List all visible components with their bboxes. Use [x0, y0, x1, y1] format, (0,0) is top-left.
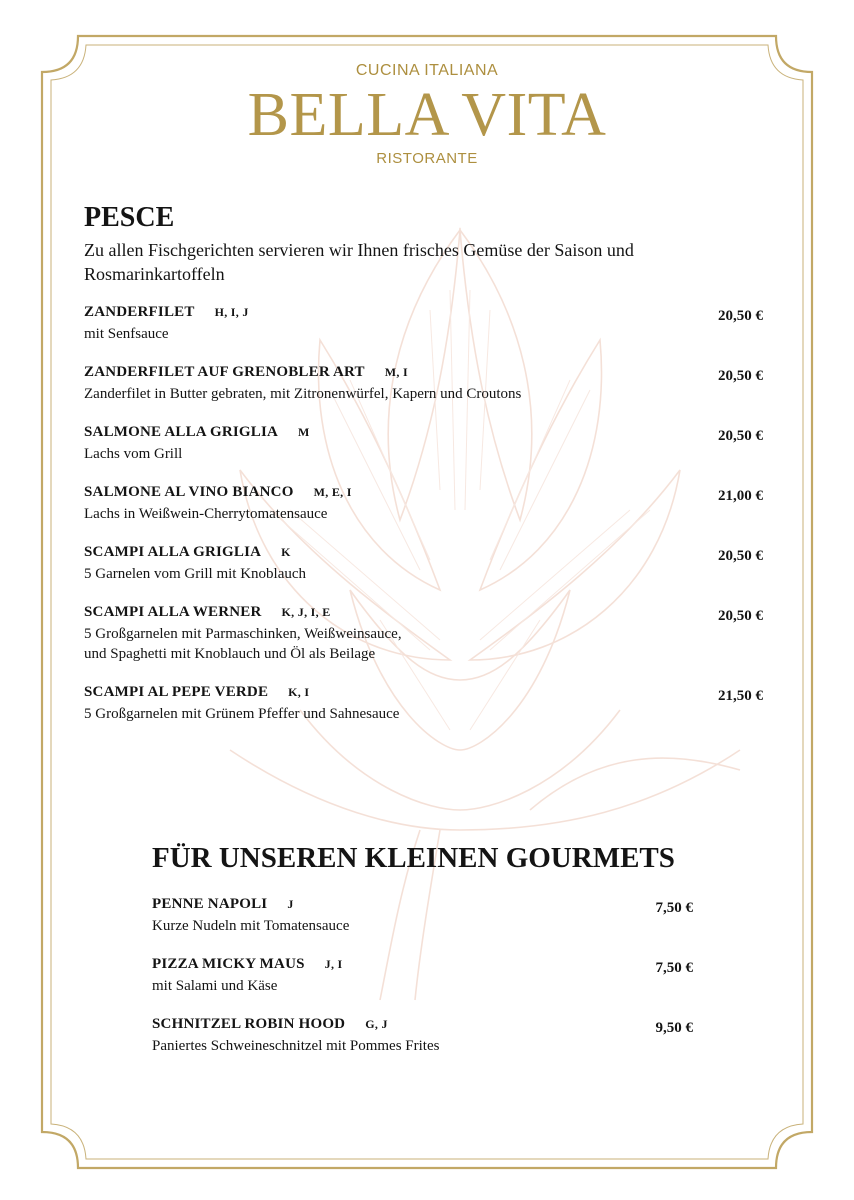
menu-item-name: ZANDERFILET AUF GRENOBLER ART [84, 364, 365, 380]
section-title-kids: FÜR UNSEREN KLEINEN GOURMETS [152, 842, 675, 874]
menu-item [84, 603, 684, 664]
menu-item-price: 20,50 € [718, 608, 763, 624]
menu-item-price: 21,00 € [718, 488, 763, 504]
menu-item-allergens: J [287, 897, 294, 911]
menu-item-price: 21,50 € [718, 688, 763, 704]
menu-item-description: 5 Großgarnelen mit Parmaschinken, Weißweinsauce, [84, 626, 402, 642]
menu-item [152, 895, 632, 936]
menu-item [84, 303, 684, 344]
menu-item-price: 7,50 € [655, 960, 693, 976]
menu-item-name: ZANDERFILET [84, 304, 195, 320]
menu-item-description: mit Senfsauce [84, 326, 169, 342]
menu-item [84, 423, 684, 464]
menu-item-allergens: M [298, 425, 310, 439]
menu-item-name: PENNE NAPOLI [152, 896, 268, 912]
menu-item-name: SCAMPI AL PEPE VERDE [84, 684, 269, 700]
menu-item-description: mit Salami und Käse [152, 978, 278, 994]
menu-item-description-line2: und Spaghetti mit Knoblauch und Öl als Beilage [84, 646, 376, 662]
menu-item-name: PIZZA MICKY MAUS [152, 956, 305, 972]
menu-item-allergens: G, J [365, 1017, 388, 1031]
menu-item-name: SCAMPI ALLA GRIGLIA [84, 544, 262, 560]
menu-item [152, 1015, 632, 1056]
menu-item [152, 955, 632, 996]
menu-item-allergens: J, I [324, 957, 343, 971]
brand-tagline-bottom: RISTORANTE [376, 150, 478, 167]
menu-item-description: Kurze Nudeln mit Tomatensauce [152, 918, 350, 934]
menu-item-price: 20,50 € [718, 308, 763, 324]
menu-item-name: SCHNITZEL ROBIN HOOD [152, 1016, 346, 1032]
menu-item-description: Lachs vom Grill [84, 446, 183, 462]
section-intro-pesce: Zu allen Fischgerichten servieren wir Ihnen frisches Gemüse der Saison und Rosmarinkartoffeln [84, 240, 634, 284]
menu-item-price: 7,50 € [655, 900, 693, 916]
menu-item-description: Paniertes Schweineschnitzel mit Pommes Frites [152, 1038, 440, 1054]
menu-item [84, 483, 684, 524]
menu-item-description: Zanderfilet in Butter gebraten, mit Zitronenwürfel, Kapern und Croutons [84, 386, 522, 402]
menu-item-description: 5 Großgarnelen mit Grünem Pfeffer und Sahnesauce [84, 706, 400, 722]
menu-item-name: SALMONE ALLA GRIGLIA [84, 424, 279, 440]
menu-item-allergens: K [281, 545, 291, 559]
menu-item-allergens: K, J, I, E [281, 605, 331, 619]
menu-item [84, 363, 684, 404]
menu-item-allergens: H, I, J [214, 305, 249, 319]
menu-item-price: 9,50 € [655, 1020, 693, 1036]
menu-item [84, 683, 684, 724]
restaurant-name-logo: BELLA VITA [247, 81, 607, 149]
menu-item-description: 5 Garnelen vom Grill mit Knoblauch [84, 566, 307, 582]
menu-item-description: Lachs in Weißwein-Cherrytomatensauce [84, 506, 328, 522]
menu-item-allergens: M, E, I [313, 485, 352, 499]
menu-item-name: SALMONE AL VINO BIANCO [84, 484, 294, 500]
menu-item-allergens: K, I [288, 685, 310, 699]
section-title-pesce: PESCE [84, 202, 175, 233]
brand-tagline-top: CUCINA ITALIANA [355, 62, 499, 79]
menu-item-name: SCAMPI ALLA WERNER [84, 604, 262, 620]
menu-item-price: 20,50 € [718, 548, 763, 564]
menu-item-price: 20,50 € [718, 428, 763, 444]
menu-item [84, 543, 684, 584]
menu-item-price: 20,50 € [718, 368, 763, 384]
menu-item-allergens: M, I [384, 365, 408, 379]
